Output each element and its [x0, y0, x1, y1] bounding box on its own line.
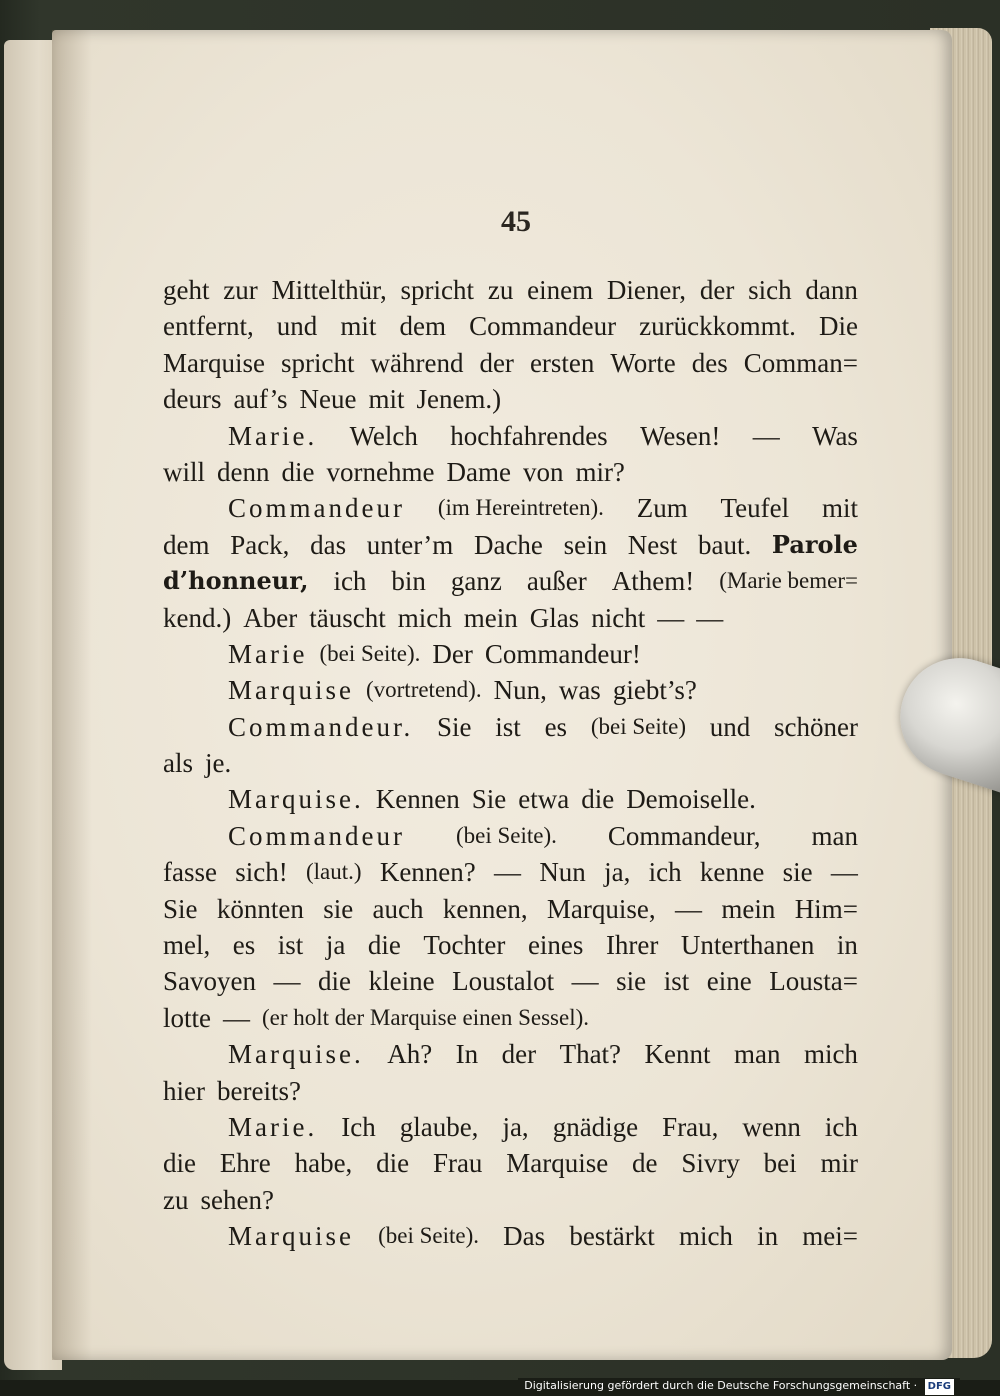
- word: bin: [391, 566, 426, 597]
- word: Marquise,: [546, 893, 656, 924]
- word: die: [163, 1148, 196, 1179]
- word: Him=: [794, 893, 858, 924]
- word: man: [811, 820, 858, 851]
- word: Comman=: [743, 347, 858, 378]
- word: —: [675, 893, 702, 924]
- text-line: [163, 1218, 858, 1254]
- word: Wesen!: [640, 420, 721, 451]
- word: Commandeur: [228, 493, 405, 524]
- word: (bei Seite): [590, 713, 686, 739]
- word: Frau,: [662, 1111, 719, 1142]
- page-text-block: [163, 272, 858, 1255]
- word: lotte: [163, 1002, 211, 1033]
- word: —: [494, 857, 522, 888]
- word: mei=: [802, 1221, 858, 1252]
- word: kenne: [699, 857, 765, 888]
- word: hochfahrendes: [450, 420, 608, 451]
- word: bestärkt: [569, 1221, 655, 1252]
- word: Aber: [243, 602, 298, 633]
- word: Der: [432, 638, 473, 669]
- word: Teufel: [720, 493, 790, 524]
- word: wenn: [742, 1111, 801, 1142]
- text-line: [163, 345, 858, 381]
- word: Frau: [432, 1148, 483, 1179]
- word: Unterthanen: [680, 930, 815, 961]
- word: gnädige: [552, 1111, 639, 1142]
- word: zu: [163, 1184, 189, 1215]
- word: einem: [527, 275, 594, 305]
- word: täuscht: [309, 602, 386, 633]
- word: Nest: [627, 529, 678, 560]
- word: die: [281, 456, 315, 487]
- text-line: [163, 418, 858, 454]
- word: (vortretend).: [365, 677, 482, 703]
- word: außer: [526, 566, 587, 597]
- word: spricht: [400, 275, 475, 305]
- word: giebt’s?: [612, 675, 697, 706]
- text-line: [163, 600, 858, 636]
- word: Sivry: [681, 1148, 740, 1179]
- word: in: [836, 930, 858, 961]
- word: Marquise: [228, 675, 354, 706]
- word: In: [455, 1039, 479, 1070]
- word: ist: [495, 711, 521, 742]
- word: ganz: [450, 566, 502, 597]
- word: die: [376, 1148, 410, 1179]
- word: Das: [503, 1221, 546, 1252]
- text-line: [163, 381, 858, 417]
- text-line: [163, 1073, 858, 1109]
- word: eines: [527, 930, 584, 961]
- word: Marie.: [228, 420, 318, 451]
- word: Glas: [529, 602, 580, 633]
- word: mein: [721, 893, 776, 924]
- text-line: [163, 818, 858, 854]
- word: der: [699, 275, 735, 305]
- word: man: [733, 1039, 781, 1070]
- word: Sie: [437, 711, 472, 742]
- text-line: [163, 927, 858, 963]
- word: Loustalot: [452, 966, 555, 997]
- word: des: [691, 347, 728, 378]
- word: ja,: [502, 1111, 529, 1142]
- word: sie: [782, 857, 813, 888]
- word: während: [370, 347, 464, 378]
- word: Kennt: [644, 1039, 711, 1070]
- word: etwa: [518, 784, 570, 815]
- word: die: [581, 784, 615, 815]
- word: Marquise: [163, 347, 265, 378]
- word: zu: [487, 275, 514, 305]
- word: je.: [205, 748, 232, 779]
- word: zurückkommt.: [639, 311, 796, 342]
- word: Commandeur!: [484, 638, 641, 669]
- word: ich: [824, 1111, 858, 1142]
- text-line: [163, 636, 858, 672]
- word: (im Hereintreten).: [437, 495, 604, 521]
- word: —: [830, 857, 858, 888]
- word: Lousta=: [769, 966, 858, 997]
- word: dem: [399, 311, 446, 342]
- word: ja: [325, 930, 346, 961]
- word: Demoiselle.: [626, 784, 756, 815]
- word: Marquise: [228, 1221, 354, 1252]
- text-line: [163, 1109, 858, 1145]
- word: Parole: [771, 529, 858, 559]
- word: als: [163, 748, 193, 779]
- text-line: [163, 1000, 858, 1036]
- word: mit: [821, 493, 858, 524]
- word: von: [522, 456, 564, 487]
- word: —: [223, 1002, 250, 1033]
- word: Athem!: [611, 566, 695, 597]
- page-number: 45: [501, 205, 531, 238]
- word: mich: [803, 1039, 858, 1070]
- word: Nun,: [493, 675, 547, 706]
- word: will: [163, 456, 206, 487]
- text-line: [163, 781, 858, 817]
- word: That?: [559, 1039, 622, 1070]
- text-line: [163, 563, 858, 599]
- word: Dache: [473, 529, 543, 560]
- text-line: [163, 1182, 858, 1218]
- word: mich: [397, 602, 452, 633]
- word: der: [479, 347, 514, 378]
- word: Kennen?: [379, 857, 476, 888]
- word: Marquise.: [228, 784, 364, 815]
- word: mein: [463, 602, 518, 633]
- word: was: [558, 675, 601, 706]
- word: Mittelthür,: [271, 275, 387, 305]
- word: und: [709, 711, 751, 742]
- word: denn: [217, 456, 270, 487]
- word: dem: [163, 529, 210, 560]
- word: (bei Seite).: [455, 822, 557, 848]
- word: sie: [616, 966, 647, 997]
- word: hier: [163, 1075, 205, 1106]
- text-line: [163, 308, 858, 344]
- word: bei: [763, 1148, 797, 1179]
- word: mich: [678, 1221, 733, 1252]
- word: unter’m: [366, 529, 454, 560]
- text-line: [163, 454, 858, 490]
- text-line: [163, 672, 858, 708]
- word: Commandeur: [228, 820, 405, 851]
- word: es: [232, 930, 256, 961]
- word: —: [657, 602, 685, 633]
- word: Die: [818, 311, 858, 342]
- word: Sie: [163, 893, 198, 924]
- word: Marie: [228, 638, 308, 669]
- word: und: [276, 311, 318, 342]
- word: sie: [323, 893, 354, 924]
- word: (bei Seite).: [319, 640, 421, 666]
- word: Ah?: [387, 1039, 433, 1070]
- word: in: [757, 1221, 779, 1252]
- word: zur: [223, 275, 258, 305]
- word: entfernt,: [163, 311, 254, 342]
- word: ich: [648, 857, 682, 888]
- word: sehen?: [200, 1184, 274, 1215]
- dfg-logo: DFG: [925, 1379, 954, 1395]
- word: Worte: [610, 347, 676, 378]
- word: ist: [663, 966, 690, 997]
- word: könnten: [216, 893, 304, 924]
- word: Kennen: [375, 784, 460, 815]
- text-line: [163, 854, 858, 890]
- word: geht: [163, 275, 210, 305]
- text-line: [163, 527, 858, 563]
- word: schöner: [774, 711, 858, 742]
- word: glaube,: [399, 1111, 479, 1142]
- word: (Marie bemer=: [719, 568, 858, 594]
- word: Ihrer: [605, 930, 659, 961]
- word: Marie.: [228, 1111, 318, 1142]
- word: (laut.): [306, 859, 362, 885]
- word: (er holt der Marquise einen Sessel).: [262, 1004, 590, 1030]
- word: Was: [812, 420, 858, 451]
- word: das: [310, 529, 347, 560]
- word: Nun: [539, 857, 586, 888]
- word: —: [752, 420, 780, 451]
- word: Sie: [471, 784, 507, 815]
- word: deurs: [163, 384, 222, 415]
- word: kend.): [163, 602, 232, 633]
- word: spricht: [280, 347, 355, 378]
- word: mir: [820, 1148, 858, 1179]
- word: Pack,: [230, 529, 290, 560]
- word: der: [501, 1039, 537, 1070]
- word: die: [318, 966, 352, 997]
- word: baut.: [697, 529, 752, 560]
- word: Neue: [299, 384, 357, 415]
- word: Commandeur,: [607, 820, 761, 851]
- word: de: [632, 1148, 658, 1179]
- word: ist: [277, 930, 304, 961]
- word: ich: [333, 566, 367, 597]
- text-line: [163, 963, 858, 999]
- word: dann: [805, 275, 858, 305]
- word: (bei Seite).: [378, 1223, 480, 1249]
- word: auf’s: [233, 384, 288, 415]
- word: Ich: [341, 1111, 376, 1142]
- text-line: [163, 1036, 858, 1072]
- word: d’honneur,: [163, 566, 309, 596]
- word: Marquise: [506, 1148, 609, 1179]
- word: mit: [368, 384, 405, 415]
- text-line: [163, 891, 858, 927]
- word: kennen,: [442, 893, 528, 924]
- word: ja,: [604, 857, 631, 888]
- word: kleine: [368, 966, 435, 997]
- digitization-footer: [518, 1378, 960, 1394]
- word: sich: [748, 275, 792, 305]
- word: Marquise.: [228, 1039, 364, 1070]
- word: ersten: [529, 347, 595, 378]
- word: Commandeur.: [228, 711, 414, 742]
- word: Dame: [446, 456, 511, 487]
- word: eine: [706, 966, 752, 997]
- word: Diener,: [606, 275, 687, 305]
- word: mel,: [163, 930, 211, 961]
- word: —: [696, 602, 724, 633]
- word: bereits?: [216, 1075, 301, 1106]
- word: habe,: [294, 1148, 353, 1179]
- word: sich!: [235, 857, 288, 888]
- word: Ehre: [219, 1148, 271, 1179]
- word: mir?: [575, 456, 625, 487]
- word: die: [367, 930, 401, 961]
- text-line: [163, 709, 858, 745]
- word: —: [273, 966, 301, 997]
- word: Jenem.): [416, 384, 502, 415]
- word: es: [544, 711, 568, 742]
- word: Tochter: [423, 930, 506, 961]
- text-line: [163, 490, 858, 526]
- word: Savoyen: [163, 966, 256, 997]
- word: Zum: [636, 493, 688, 524]
- word: Welch: [349, 420, 418, 451]
- word: Commandeur: [469, 311, 617, 342]
- text-line: [163, 1145, 858, 1181]
- word: mit: [340, 311, 377, 342]
- text-line: [163, 745, 858, 781]
- word: fasse: [163, 857, 217, 888]
- word: vornehme: [326, 456, 435, 487]
- footer-credit-text: Digitalisierung gefördert durch die Deutsche Forschungsgemeinschaft ·: [524, 1379, 918, 1392]
- word: sein: [563, 529, 608, 560]
- word: nicht: [591, 602, 646, 633]
- word: auch: [372, 893, 424, 924]
- text-line: [163, 272, 858, 308]
- word: —: [571, 966, 599, 997]
